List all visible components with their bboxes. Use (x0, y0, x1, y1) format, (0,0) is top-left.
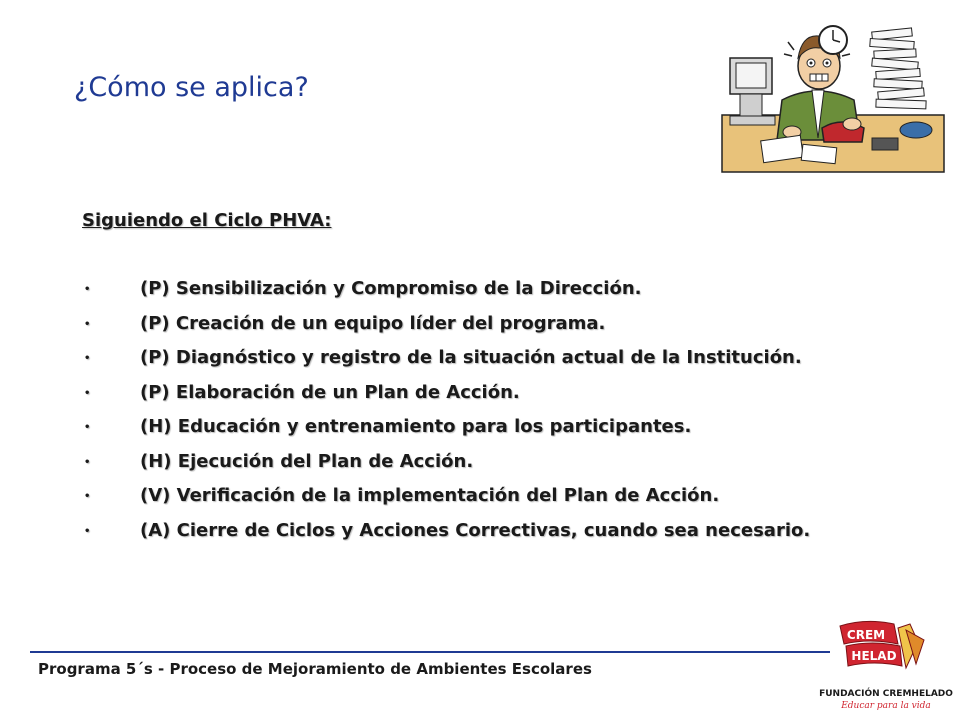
list-item (82, 416, 810, 451)
list-item-text: (H) Educación y entrenamiento para los participantes. (140, 416, 692, 437)
logo-tagline: Educar para la vida (841, 701, 931, 711)
list-item (82, 451, 810, 486)
phva-steps-list (82, 278, 810, 554)
list-item-text: (A) Cierre de Ciclos y Acciones Correctivas, cuando sea necesario. (140, 519, 811, 541)
svg-text:CREM: CREM (846, 628, 886, 642)
footer-caption: Programa 5´s - Proceso de Mejoramiento de Ambientes Escolares (38, 660, 592, 678)
list-item-text: (P) Sensibilización y Compromiso de la Dirección. (140, 278, 642, 299)
footer-divider (30, 651, 830, 653)
list-item (82, 485, 810, 520)
list-item (82, 313, 810, 348)
list-item (82, 520, 810, 555)
bullet-icon: • (84, 525, 91, 537)
list-item-text: (V) Verificación de la implementación del Plan de Acción. (140, 485, 720, 506)
slide-title: ¿Cómo se aplica? (74, 72, 309, 103)
list-item-text: (P) Diagnóstico y registro de la situación actual de la Institución. (140, 347, 802, 368)
logo-foundation-name: FUNDACIÓN CREMHELADO (819, 689, 953, 699)
svg-text:HELAD: HELAD (851, 649, 897, 663)
list-item (82, 382, 810, 417)
stressed-worker-illustration (722, 20, 944, 172)
bullet-icon: • (84, 318, 91, 330)
list-item (82, 347, 810, 382)
list-item (82, 278, 810, 313)
list-item-text: (P) Elaboración de un Plan de Acción. (140, 381, 520, 403)
bullet-icon: • (84, 353, 91, 364)
list-item-text: (P) Creación de un equipo líder del programa. (140, 312, 606, 334)
list-item-text: (H) Ejecución del Plan de Acción. (140, 450, 474, 472)
bullet-icon: • (84, 284, 91, 295)
bullet-icon: • (84, 387, 91, 399)
section-subtitle: Siguiendo el Ciclo PHVA: (82, 210, 332, 231)
bullet-icon: • (84, 456, 91, 468)
cremhelado-logo (819, 620, 953, 716)
bullet-icon: • (84, 422, 91, 433)
bullet-icon: • (84, 491, 91, 502)
